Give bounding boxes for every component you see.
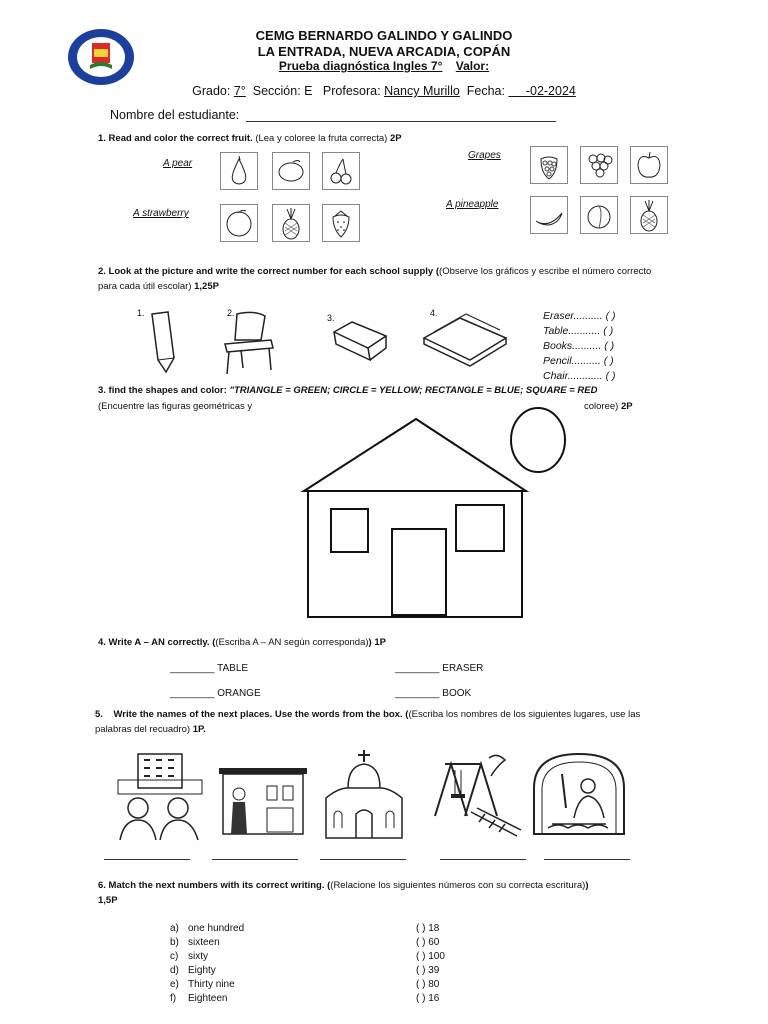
supply-number-4: 4. [430,308,438,318]
supply-number-2: 2. [227,308,235,318]
chair-icon [215,310,290,378]
q6-left-a: a) one hundred [170,923,245,934]
strawberry-icon[interactable] [322,204,360,242]
square-window-right[interactable] [456,505,504,551]
house-drawing[interactable] [300,405,580,620]
label-grapes: Grapes [468,150,501,161]
q6-left-c: c) sixty [170,951,208,962]
pineapple-right-icon[interactable] [630,196,668,234]
q4-item-orange[interactable]: ________ ORANGE [170,688,261,699]
supply-number-3: 3. [327,313,335,323]
fecha-label: Fecha: [466,84,505,98]
grado-value: 7° [233,84,246,98]
valor-label: Valor: [455,59,490,73]
q6-left-b: b) sixteen [170,937,220,948]
q3-heading: 3. find the shapes and color: "TRIANGLE = GREEN; CIRCLE = YELLOW; RECTANGLE = BLUE; SQUARE = RED [98,385,598,396]
supply-item-books[interactable]: Books.......... ( ) [543,340,615,352]
police-station-icon [215,760,310,840]
banana-icon[interactable] [530,196,568,234]
q6-right-list [416,922,445,1006]
supply-item-eraser[interactable]: Eraser.......... ( ) [543,310,616,322]
rectangle-door[interactable] [392,529,446,615]
triangle-roof[interactable] [304,419,526,491]
q6-right-2[interactable]: ( ) 60 [416,937,440,948]
q6-left-e: e) Thirty nine [170,979,235,990]
q4-item-book[interactable]: ________ BOOK [395,688,472,699]
place-answer-1[interactable] [104,859,190,860]
supply-list [543,309,616,384]
q6-right-1[interactable]: ( ) 18 [416,923,440,934]
q4-item-table[interactable]: ________ TABLE [170,663,249,674]
q6-heading: 6. Match the next numbers with its correct writing. ((Relacione los siguientes números con su correcta escritura)) 1,5P [98,880,589,906]
lemon-icon[interactable] [272,152,310,190]
test-title: Prueba diagnóstica Ingles 7° [278,59,443,73]
place-answer-5[interactable] [544,859,630,860]
info-line [0,84,768,98]
circle-sun[interactable] [511,408,565,472]
student-name-label: Nombre del estudiante: [110,108,240,122]
q3-subtitle-left: (Encuentre las figuras geométricas y [98,401,253,412]
cherry-icon[interactable] [322,152,360,190]
q1-heading: 1. Read and color the correct fruit. (Lea y coloree la fruta correcta) 2P [98,133,402,144]
q3-subtitle-right: coloree) 2P [584,401,633,412]
church-icon [318,748,410,840]
q2-heading: 2. Look at the picture and write the correct number for each school supply ((Observe los gráficos y escribe el número correcto para cada útil escolar) 1,25P [98,266,652,292]
school-name: CEMG BERNARDO GALINDO Y GALINDO [255,28,513,43]
profesora-value: Nancy Murillo [384,84,460,98]
supply-item-pencil[interactable]: Pencil.......... ( ) [543,355,614,367]
grado-label: Grado: [192,84,231,98]
q4-heading: 4. Write A – AN correctly. ((Escriba A – AN según corresponda)) 1P [98,637,386,648]
bakery-icon [528,748,630,840]
test-title-line [0,59,768,73]
label-pear: A pear [163,158,193,169]
label-strawberry: A strawberry [133,208,189,219]
label-pineapple: A pineapple [446,199,499,210]
student-name-field[interactable] [246,121,556,122]
q6-right-4[interactable]: ( ) 39 [416,965,440,976]
q4-item-eraser[interactable]: ________ ERASER [395,663,484,674]
q6-left-f: f) Eighteen [170,993,228,1004]
park-icon [425,750,525,840]
square-window-left[interactable] [331,509,368,552]
q6-right-3[interactable]: ( ) 100 [416,951,445,962]
grapes-icon[interactable] [580,146,618,184]
peach-icon[interactable] [580,196,618,234]
books-icon [420,310,512,368]
raspberry-icon[interactable] [530,146,568,184]
seccion: Sección: E [252,84,313,98]
supply-item-table[interactable]: Table........... ( ) [543,325,614,337]
apple-icon[interactable] [630,146,668,184]
school-location: LA ENTRADA, NUEVA ARCADIA, COPÁN [257,44,511,59]
supply-number-1: 1. [137,308,145,318]
hospital-icon [110,748,210,843]
q6-right-6[interactable]: ( ) 16 [416,993,440,1004]
q6-left-d: d) Eighty [170,965,216,976]
place-answer-3[interactable] [320,859,406,860]
fecha-value: -02-2024 [525,84,576,98]
profesora-label: Profesora: [322,84,381,98]
pear-icon[interactable] [220,152,258,190]
supply-item-chair[interactable]: Chair............ ( ) [543,370,616,382]
q6-left-list [170,922,244,1006]
q5-heading: 5. Write the names of the next places. Use the words from the box. ((Escriba los nombres de los siguientes lugares, use las palabras del recuadro) 1P. [95,709,641,735]
place-answer-4[interactable] [440,859,526,860]
place-answer-2[interactable] [212,859,298,860]
eraser-icon [330,318,392,362]
q6-right-5[interactable]: ( ) 80 [416,979,440,990]
pineapple-icon[interactable] [272,204,310,242]
pencil-icon [140,308,200,378]
orange-icon[interactable] [220,204,258,242]
